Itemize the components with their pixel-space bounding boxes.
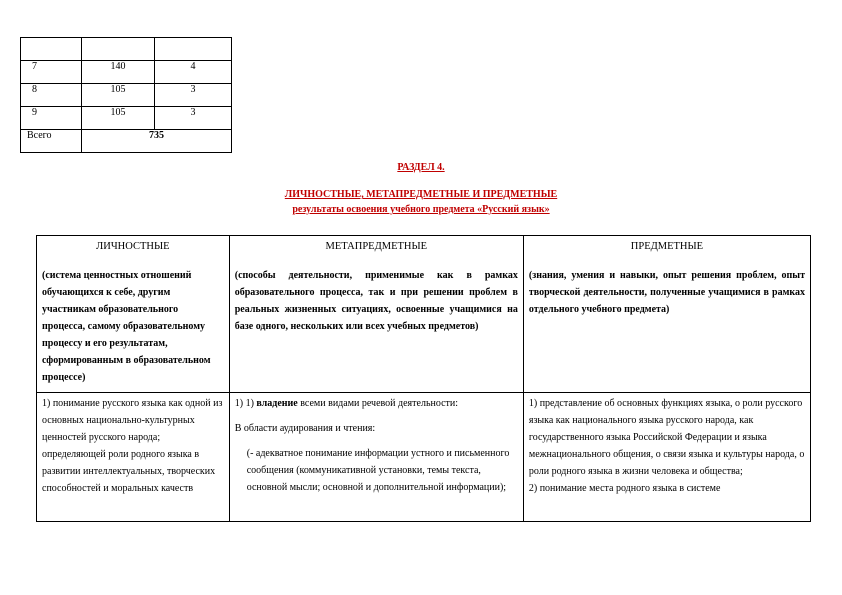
table-row <box>21 61 232 84</box>
personal-text: 1) понимание русского языка как одной из основных национально-культурных ценностей русского народа; определяющей роли родного языка в развитии интеллектуальных, творческих способностей и моральных качеств <box>42 398 223 494</box>
meta-header-cell <box>229 236 523 393</box>
subject-description: (знания, умения и навыки, опыт решения проблем, опыт творческой деятельности, полученные учащимися в рамках отдельного учебного предмета) <box>528 270 805 315</box>
per-week-cell: 4 <box>155 61 232 84</box>
hours-cell: 105 <box>82 107 155 130</box>
personal-header-cell <box>37 236 230 393</box>
subject-text-1: 1) представление об основных функциях языка, о роли русского языка как национального языка русского народа, как государственного языка Российской Федерации и языка межнационального общения, о связи языка и культуры народа, о роли родного языка в жизни человека и общества; <box>528 398 805 477</box>
grade-cell: 7 <box>21 61 82 84</box>
personal-header: ЛИЧНОСТНЫЕ <box>96 241 170 252</box>
meta-line-1-prefix: 1) 1) <box>234 398 254 409</box>
table-row <box>21 84 232 107</box>
meta-header: МЕТАПРЕДМЕТНЫЕ <box>325 241 428 252</box>
grade-cell: 8 <box>21 84 82 107</box>
meta-description: (способы деятельности, применимые как в рамках образовательного процесса, так и при решении проблем в реальных жизненных ситуациях, освоенные учащимися на базе одного, нескольких или всех учебных предметов) <box>234 270 518 332</box>
subject-header-cell <box>523 236 810 393</box>
meta-line-1-bold: владение <box>256 398 298 409</box>
meta-line-1 <box>235 395 518 412</box>
grade-cell <box>21 38 82 61</box>
subject-header: ПРЕДМЕТНЫЕ <box>630 241 704 252</box>
section-subtitle-2: результаты освоения учебного предмета «Русский язык» <box>292 204 550 215</box>
section-subtitle: ЛИЧНОСТНЫЕ, МЕТАПРЕДМЕТНЫЕ И ПРЕДМЕТНЫЕ <box>284 189 558 200</box>
header-row <box>37 236 811 393</box>
meta-content-cell <box>229 393 523 522</box>
meta-line-2: В области аудирования и чтения: <box>234 423 376 434</box>
personal-description: (система ценностных отношений обучающихся к себе, другим участникам образовательного процесса, самому образовательному процессу и его результатам, сформированным в образовательном процессе) <box>42 270 211 383</box>
per-week-cell: 3 <box>155 84 232 107</box>
hours-cell <box>82 38 155 61</box>
hours-table <box>20 37 232 153</box>
meta-line-1-rest: всеми видами речевой деятельности: <box>300 398 459 409</box>
hours-cell: 140 <box>82 61 155 84</box>
hours-cell: 105 <box>82 84 155 107</box>
subject-content-cell <box>523 393 810 522</box>
table-row <box>21 38 232 61</box>
subject-text-2: 2) понимание места родного языка в системе <box>528 483 721 494</box>
total-value: 735 <box>82 130 232 153</box>
section-title: РАЗДЕЛ 4. <box>397 162 445 173</box>
personal-content-cell <box>37 393 230 522</box>
results-table <box>36 235 811 522</box>
grade-cell: 9 <box>21 107 82 130</box>
table-row-total <box>21 130 232 153</box>
per-week-cell: 3 <box>155 107 232 130</box>
total-label: Всего <box>21 130 82 153</box>
meta-line-3: (- адекватное понимание информации устного и письменного сообщения (коммуникативной установки, темы текста, основной мысли; основной и дополнительной информации); <box>246 448 510 493</box>
per-week-cell <box>155 38 232 61</box>
table-row <box>21 107 232 130</box>
content-row <box>37 393 811 522</box>
